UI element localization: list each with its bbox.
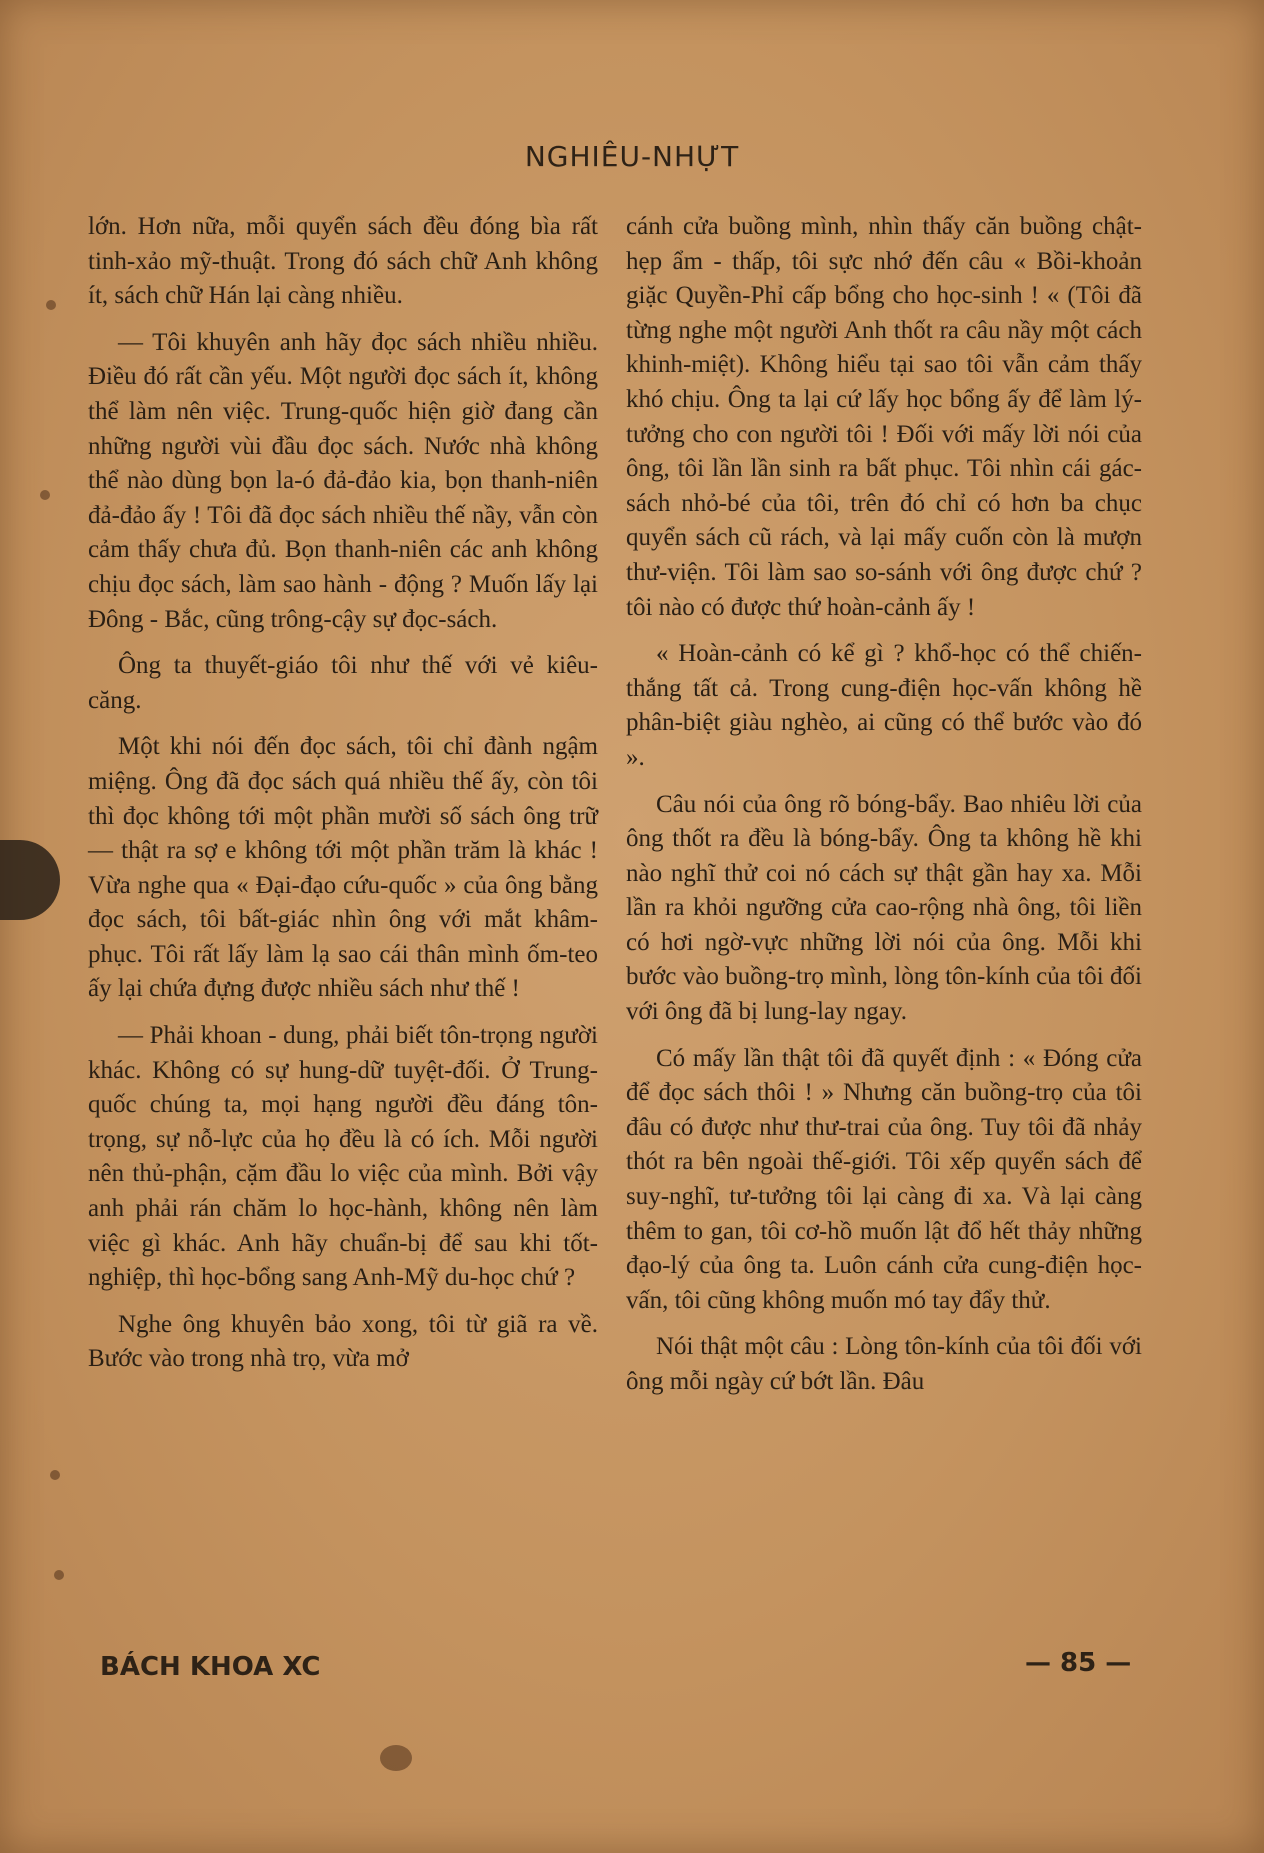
left-paragraph-2: — Tôi khuyên anh hãy đọc sách nhiều nhiều. Điều đó rất cần yếu. Một người đọc sách ít, không thể làm nên việc. Trung-quốc hiện giờ đang cần những người vùi đầu đọc sách. Nước nhà không thể nào dùng bọn la-ó đả-đảo kia, bọn thanh-niên đả-đảo ấy ! Tôi đã đọc sách nhiều thế nầy, vẫn còn cảm thấy chưa đủ. Bọn thanh-niên các anh không chịu đọc sách, làm sao hành - động ? Muốn lấy lại Đông - Bắc, cũng trông-cậy sự đọc-sách. xyxy=(88,328,598,633)
ink-stain xyxy=(380,1745,412,1771)
right-column xyxy=(626,210,1142,1412)
left-paragraph-6: Nghe ông khuyên bảo xong, tôi từ giã ra về. Bước vào trong nhà trọ, vừa mở xyxy=(88,1310,598,1373)
left-paragraph-4: Một khi nói đến đọc sách, tôi chỉ đành ngậm miệng. Ông đã đọc sách quá nhiều thế ấy, còn tôi thì đọc không tới một phần mười số sách ông trữ — thật ra sợ e không tới một phần trăm là khác ! Vừa nghe qua « Đại-đạo cứu-quốc » của ông bằng đọc sách, tôi bất-giác nhìn ông với mắt khâm-phục. Tôi rất lấy làm lạ sao cái thân mình ốm-teo ấy lại chứa đựng được nhiều sách như thế ! xyxy=(88,733,598,1003)
page-number: — 85 — xyxy=(1025,1648,1132,1678)
publication-name: BÁCH KHOA XC xyxy=(100,1652,321,1682)
running-title: NGHIÊU-NHỰT xyxy=(524,140,740,173)
right-paragraph-2: « Hoàn-cảnh có kể gì ? khổ-học có thể chiến-thắng tất cả. Trong cung-điện học-vấn không hề phân-biệt giàu nghèo, ai cũng có thể bước vào đó ». xyxy=(626,640,1142,771)
right-paragraph-5: Nói thật một câu : Lòng tôn-kính của tôi đối với ông mỗi ngày cứ bớt lần. Đâu xyxy=(626,1333,1142,1395)
left-paragraph-3: Ông ta thuyết-giáo tôi như thế với vẻ kiêu-căng. xyxy=(88,652,598,714)
ink-spot xyxy=(54,1570,64,1580)
right-paragraph-4: Có mấy lần thật tôi đã quyết định : « Đóng cửa để đọc sách thôi ! » Nhưng căn buồng-trọ của tôi đâu có được như thư-trai của ông. Tuy tôi đã nhảy thót ra bên ngoài thế-giới. Tôi xếp quyển sách để suy-nghĩ, tư-tưởng tôi lại càng đi xa. Và lại càng thêm to gan, tôi cơ-hồ muốn lật đổ hết thảy những đạo-lý của ông ta. Luôn cánh cửa cung-điện học-vấn, tôi cũng không muốn mó tay đẩy thử. xyxy=(626,1044,1142,1314)
ink-spot xyxy=(50,1470,60,1480)
right-paragraph-3: Câu nói của ông rõ bóng-bẩy. Bao nhiêu lời của ông thốt ra đều là bóng-bẩy. Ông ta không hề khi nào nghĩ thử coi nó cách sự thật gần hay xa. Mỗi lần ra khỏi ngưỡng cửa cao-rộng nhà ông, tôi liền có hơi ngờ-vực những lời nói của ông. Mỗi khi bước vào buồng-trọ mình, lòng tôn-kính của tôi đối với ông đã bị lung-lay ngay. xyxy=(626,790,1142,1026)
left-column xyxy=(88,210,598,1389)
ink-spot xyxy=(46,300,56,310)
left-paragraph-5: — Phải khoan - dung, phải biết tôn-trọng người khác. Không có sự hung-dữ tuyệt-đối. Ở Trung-quốc chúng ta, mọi hạng người đều đáng tôn-trọng, sự nỗ-lực của họ đều là có ích. Mỗi người nên thủ-phận, cặm đầu lo việc của mình. Bởi vậy anh phải rán chăm lo học-hành, không nên làm việc gì khác. Anh hãy chuẩn-bị để sau khi tốt-nghiệp, thì học-bổng sang Anh-Mỹ du-học chứ ? xyxy=(88,1022,598,1292)
page-tear xyxy=(0,840,60,920)
left-paragraph-1: lớn. Hơn nữa, mỗi quyển sách đều đóng bìa rất tinh-xảo mỹ-thuật. Trong đó sách chữ Anh không ít, sách chữ Hán lại càng nhiều. xyxy=(88,213,598,310)
ink-spot xyxy=(40,490,50,500)
right-paragraph-1: cánh cửa buồng mình, nhìn thấy căn buồng chật-hẹp ẩm - thấp, tôi sực nhớ đến câu « Bồi-khoản giặc Quyền-Phỉ cấp bổng cho học-sinh ! « (Tôi đã từng nghe một người Anh thốt ra câu nầy một cách khinh-miệt). Không hiểu tại sao tôi vẫn cảm thấy khó chịu. Ông ta lại cứ lấy học bổng ấy để làm lý-tưởng cho con người tôi ! Đối với mấy lời nói của ông, tôi lần lần sinh ra bất phục. Tôi nhìn cái gác-sách nhỏ-bé của tôi, trên đó chỉ có hơn ba chục quyển sách cũ rách, và lại mấy cuốn còn là mượn thư-viện. Tôi làm sao so-sánh với ông được chứ ? tôi nào có được thứ hoàn-cảnh ấy ! xyxy=(626,213,1142,621)
